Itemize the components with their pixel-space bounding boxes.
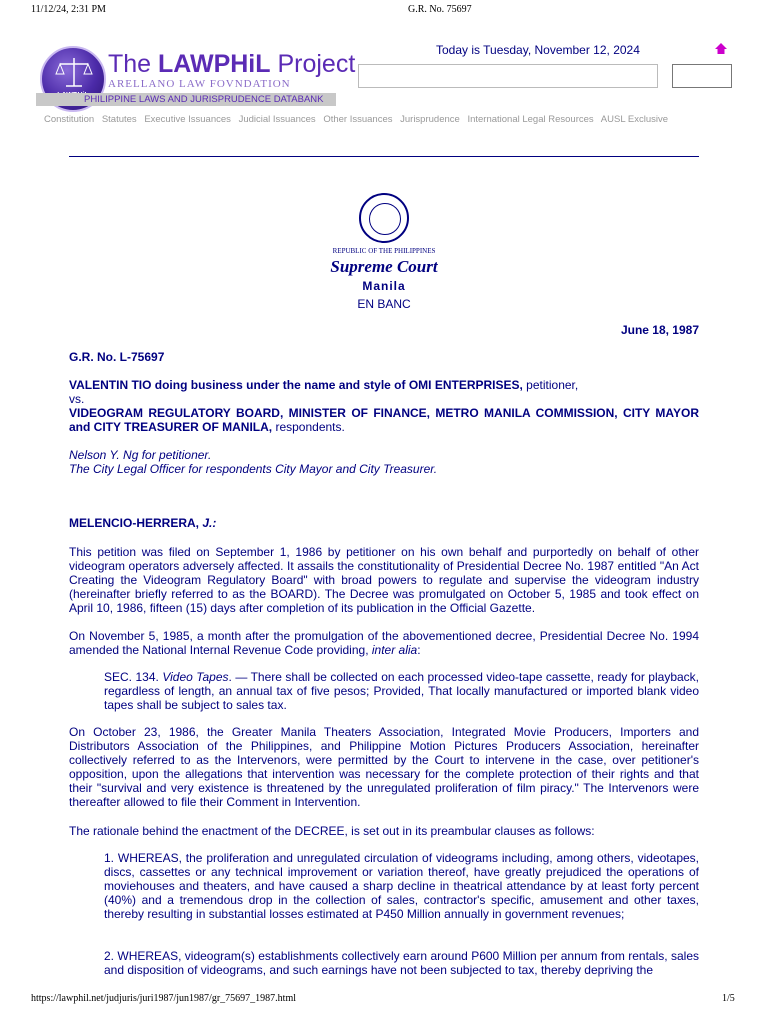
nav-international-legal-resources[interactable]: International Legal Resources (467, 114, 594, 125)
search-input[interactable] (358, 64, 658, 88)
nav-statutes[interactable]: Statutes (101, 114, 137, 125)
respondents-role: respondents. (272, 420, 345, 434)
paragraph-1: This petition was filed on September 1, 1986 by petitioner on his own behalf and purportedly on behalf of other videogram operators adversely affected. It assails the constitutionality of Presidential Decree No. 1987 entitled "An Act Creating the Videogram Regulatory Board" with broad powers to regulate and supervise the videogram industry (hereinafter briefly referred to as the BOARD). The Decree was promulgated on October 5, 1985 and took effect on April 10, 1986, fifteen (15) days after completion of its publication in the Official Gazette. (69, 545, 699, 615)
paragraph-2: On November 5, 1985, a month after the promulgation of the abovementioned decree, Presidential Decree No. 1994 amended the National Internal Revenue Code providing, inter alia: (69, 629, 699, 657)
print-page-number: 1/5 (722, 993, 735, 1004)
ponente: MELENCIO-HERRERA, J.: (69, 516, 217, 530)
nav-other-issuances[interactable]: Other Issuances (323, 114, 393, 125)
home-icon[interactable] (714, 42, 728, 61)
print-doc-title: G.R. No. 75697 (408, 4, 472, 15)
main-nav (44, 114, 673, 125)
brand-title: The LAWPHiL Project (108, 50, 356, 78)
section-134-quote: SEC. 134. Video Tapes. — There shall be collected on each processed video-tape cassette, ready for playback, regardless of length, an annual tax of five pesos; Provided, That locally manufactured or imported blank video tapes shall be subject to sales tax. (104, 670, 700, 712)
petitioner-name: VALENTIN TIO doing business under the name and style of OMI ENTERPRISES, (69, 378, 523, 392)
counsel-block (69, 448, 699, 476)
versus: vs. (69, 392, 85, 406)
nav-judicial-issuances[interactable]: Judicial Issuances (238, 114, 316, 125)
foundation-name: ARELLANO LAW FOVNDATION (108, 78, 291, 90)
petitioner-role: petitioner, (522, 378, 579, 392)
nav-executive-issuances[interactable]: Executive Issuances (144, 114, 231, 125)
whereas-1: 1. WHEREAS, the proliferation and unregulated circulation of videograms including, among others, videotapes, discs, cassettes or any technical improvement or variation thereof, have greatly prejudiced the operations of moviehouses and theaters, and have caused a sharp decline in theatrical attendance by at least forty percent (40%) and a tremendous drop in the collection of sales, contractor's specific, amusement and other taxes, thereby resulting in substantial losses estimated at P450 Million annually in government revenues; (104, 851, 699, 921)
nav-jurisprudence[interactable]: Jurisprudence (400, 114, 460, 125)
databank-label: PHILIPPINE LAWS AND JURISPRUDENCE DATABANK (36, 93, 336, 106)
republic-label: REPUBLIC OF THE PHILIPPINES (332, 247, 436, 255)
supreme-court-seal-icon (359, 193, 409, 243)
whereas-2: 2. WHEREAS, videogram(s) establishments collectively earn around P600 Million per annum from rentals, sales and disposition of videograms, and such earnings have not been subjected to tax, thereby depriving the (104, 949, 699, 977)
counsel-petitioner: Nelson Y. Ng for petitioner. (69, 448, 212, 462)
court-division: EN BANC (357, 297, 411, 311)
nav-constitution[interactable]: Constitution (44, 114, 95, 125)
case-number: G.R. No. L-75697 (69, 350, 165, 364)
respondents-name: VIDEOGRAM REGULATORY BOARD, MINISTER OF FINANCE, METRO MANILA COMMISSION, CITY MAYOR and CITY TREASURER OF MANILA, (69, 406, 699, 434)
court-name: Supreme Court (330, 257, 438, 276)
print-header (0, 4, 768, 18)
lawphil-logo[interactable] (36, 44, 366, 114)
decision-date: June 18, 1987 (620, 323, 699, 337)
print-url: https://lawphil.net/judjuris/juri1987/jun1987/gr_75697_1987.html (31, 993, 296, 1004)
paragraph-3: On October 23, 1986, the Greater Manila Theaters Association, Integrated Movie Producers, Importers and Distributors Association of the Philippines, and Philippine Motion Pictures Producers Association, hereinafter collectively referred to as the Intervenors, were permitted by the Court to intervene in the case, over petitioner's opposition, upon the allegations that intervention was necessary for the complete protection of their rights and that their "survival and very existence is threatened by the unregulated proliferation of film piracy." The Intervenors were thereafter allowed to file their Comment in Intervention. (69, 725, 699, 809)
today-date: Today is Tuesday, November 12, 2024 (436, 43, 640, 57)
counsel-respondents: The City Legal Officer for respondents City Mayor and City Treasurer. (69, 462, 438, 476)
case-parties (69, 378, 699, 434)
court-city: Manila (362, 279, 406, 293)
print-footer (0, 993, 768, 1007)
print-datetime: 11/12/24, 2:31 PM (31, 4, 106, 15)
paragraph-4: The rationale behind the enactment of the DECREE, is set out in its preambular clauses as follows: (69, 824, 595, 838)
search-button[interactable] (672, 64, 732, 88)
nav-ausl-exclusive[interactable]: AUSL Exclusive (600, 114, 669, 125)
divider (69, 156, 699, 157)
